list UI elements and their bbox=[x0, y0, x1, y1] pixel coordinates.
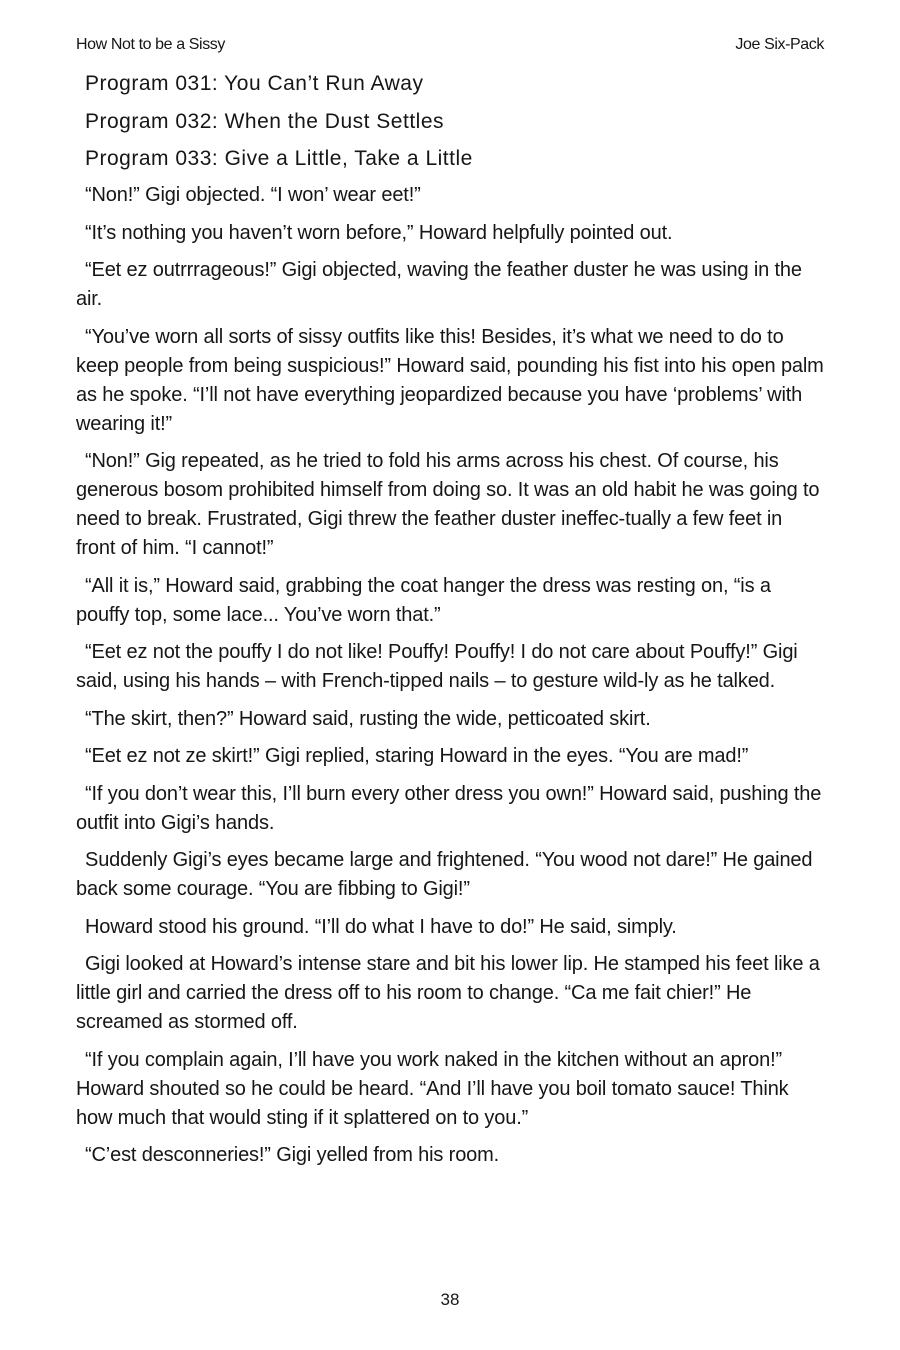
paragraph: “Eet ez not the pouffy I do not like! Pouffy! Pouffy! I do not care about Pouffy!” Gigi said, using his hands – with French-tipped nails – to gesture wild-ly as he talked. bbox=[76, 641, 798, 692]
book-title-header: How Not to be a Sissy bbox=[76, 36, 225, 53]
paragraph: Suddenly Gigi’s eyes became large and frightened. “You wood not dare!” He gained back some courage. “You are fibbing to Gigi!” bbox=[76, 849, 813, 900]
paragraph: “Non!” Gigi objected. “I won’ wear eet!” bbox=[85, 184, 421, 206]
running-header bbox=[76, 36, 824, 56]
program-item: Program 031: You Can’t Run Away bbox=[85, 72, 424, 95]
paragraph: “The skirt, then?” Howard said, rusting the wide, petticoated skirt. bbox=[85, 707, 651, 730]
paragraph: Howard stood his ground. “I’ll do what I have to do!” He said, simply. bbox=[85, 915, 677, 938]
paragraph: “Non!” Gig repeated, as he tried to fold his arms across his chest. Of course, his generous bosom prohibited himself from doing so. It was an old habit he was going to need to break. Frustrated, Gigi threw the feather duster ineffec-tually a few feet in front of him. “I cannot!” bbox=[76, 450, 820, 559]
paragraph: “C’est desconneries!” Gigi yelled from his room. bbox=[85, 1144, 500, 1166]
program-item: Program 032: When the Dust Settles bbox=[85, 109, 444, 133]
paragraph: “If you complain again, I’ll have you work naked in the kitchen without an apron!” Howard shouted so he could be heard. “And I’ll have you boil tomato sauce! Think how much that would sting if it splattered on to you.” bbox=[76, 1048, 789, 1129]
paragraph: “If you don’t wear this, I’ll burn every other dress you own!” Howard said, pushing the outfit into Gigi’s hands. bbox=[76, 782, 822, 834]
paragraph: “You’ve worn all sorts of sissy outfits like this! Besides, it’s what we need to do to keep people from being suspicious!” Howard said, pounding his fist into his open palm as he spoke. “I’ll not have everything jeopardized because you have ‘problems’ with wearing it!” bbox=[76, 325, 824, 435]
paragraph: “Eet ez not ze skirt!” Gigi replied, staring Howard in the eyes. “You are mad!” bbox=[85, 745, 749, 767]
paragraph: “All it is,” Howard said, grabbing the coat hanger the dress was resting on, “is a pouffy top, some lace... You’ve worn that.” bbox=[76, 574, 771, 626]
page-number: 38 bbox=[440, 1290, 460, 1309]
body-text bbox=[76, 181, 826, 1179]
author-name-header: Joe Six-Pack bbox=[735, 36, 824, 53]
paragraph: “It’s nothing you haven’t worn before,” Howard helpfully pointed out. bbox=[85, 221, 673, 244]
paragraph: Gigi looked at Howard’s intense stare and bit his lower lip. He stamped his feet like a little girl and carried the dress off to his room to change. “Ca me fait chier!” He screamed as stormed off. bbox=[76, 953, 820, 1033]
program-list bbox=[85, 68, 845, 181]
paragraph: “Eet ez outrrrageous!” Gigi objected, waving the feather duster he was using in the air. bbox=[76, 259, 802, 310]
program-item: Program 033: Give a Little, Take a Little bbox=[85, 147, 473, 170]
